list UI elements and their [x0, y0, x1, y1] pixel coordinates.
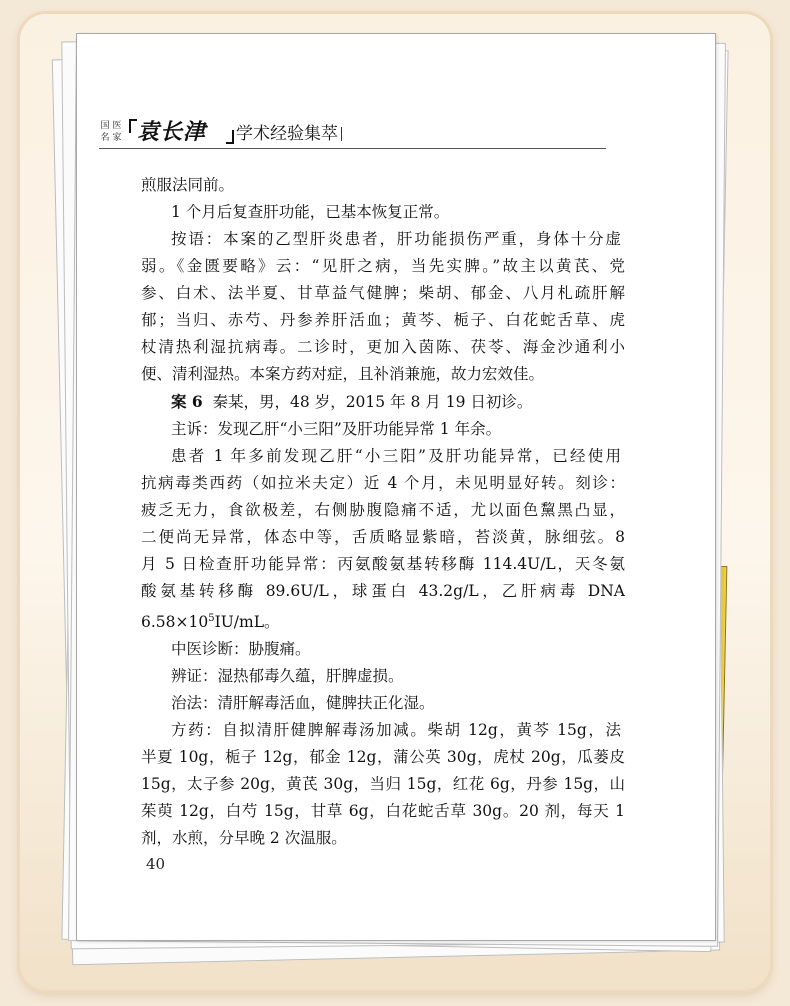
- text-line: 杖清热利湿抗病毒。二诊时，更加入茵陈、茯苓、海金沙通利小: [141, 338, 625, 356]
- case-label: 案 6: [171, 392, 203, 411]
- logo-char: 国: [100, 121, 110, 131]
- logo-char: 医: [112, 121, 122, 131]
- case-heading: [171, 388, 621, 416]
- text-line: 参、白术、法半夏、甘草益气健脾；柴胡、郁金、八月札疏肝解: [141, 284, 625, 302]
- paragraph: [141, 172, 591, 199]
- text-line: 辨证：湿热郁毒久蕴，肝脾虚损。: [171, 667, 404, 686]
- text-line: 便、清利湿热。本案方药对症，且补消兼施，故力宏效佳。: [141, 365, 545, 383]
- logo-char: 家: [112, 133, 122, 143]
- logo-char: 名: [100, 133, 110, 143]
- prescription-paragraph: [141, 717, 625, 852]
- text-line: [141, 605, 625, 636]
- text-line: 二便尚无异常，体态中等，舌质略显紫暗，苔淡黄，脉细弦。8: [141, 528, 625, 546]
- text-line: 煎服法同前。: [141, 176, 235, 194]
- text-line: 弱。《金匮要略》云：“见肝之病，当先实脾。”故主以黄芪、党: [141, 257, 625, 275]
- paragraph: [171, 199, 621, 226]
- text-line: 主诉：发现乙肝“小三阳”及肝功能异常 1 年余。: [171, 420, 502, 438]
- text-line: 半夏 10g，栀子 12g，郁金 12g，蒲公英 30g，虎杖 20g，瓜蒌皮: [141, 748, 625, 767]
- text-line: 抗病毒类西药（如拉米夫定）近 4 个月，未见明显好转。刻诊：: [141, 474, 625, 492]
- case-intro: 秦某，男，48 岁，2015 年 8 月 19 日初诊。: [212, 393, 533, 411]
- text-line: 剂，水煎，分早晚 2 次温服。: [141, 829, 347, 848]
- paragraph: [171, 690, 621, 717]
- page-number: 40: [146, 855, 166, 873]
- text-line: 患者 1 年多前发现乙肝“小三阳”及肝功能异常，已经使用: [171, 447, 621, 465]
- left-corner-bracket: [129, 119, 137, 133]
- paragraph: [171, 663, 621, 690]
- header-separator: [341, 127, 342, 141]
- running-header: [99, 116, 606, 149]
- commentary-paragraph: [141, 226, 625, 388]
- series-logo: [99, 120, 123, 144]
- paragraph: [141, 443, 625, 636]
- text-line: 1 个月后复查肝功能，已基本恢复正常。: [171, 203, 450, 221]
- text-line: 15g，太子参 20g，黄芪 30g，当归 15g，红花 6g，丹参 15g，山: [141, 775, 625, 794]
- header-book-title: 学术经验集萃: [236, 124, 338, 144]
- value-text: 6.58×10: [141, 613, 209, 632]
- paragraph: [171, 636, 621, 663]
- paragraph: [171, 416, 621, 443]
- text-line: 治法：清肝解毒活血，健脾扶正化湿。: [171, 694, 435, 713]
- page-body: [141, 172, 625, 852]
- text-line: 方药：自拟清肝健脾解毒汤加减。柴胡 12g，黄芩 15g，法: [171, 721, 621, 740]
- unit-text: IU/mL。: [214, 613, 280, 632]
- text-line: 疲乏无力，食欲极差，右侧胁腹隐痛不适，尤以面色黧黑凸显，: [141, 501, 625, 519]
- text-line: 郁；当归、赤芍、丹参养肝活血；黄芩、栀子、白花蛇舌草、虎: [141, 311, 625, 329]
- text-line: 茱萸 12g，白芍 15g，甘草 6g，白花蛇舌草 30g。20 剂，每天 1: [141, 802, 625, 821]
- text-line: 中医诊断：胁腹痛。: [171, 640, 311, 659]
- text-line: 按语：本案的乙型肝炎患者，肝功能损伤严重，身体十分虚: [171, 230, 621, 248]
- text-line: 月 5 日检查肝功能异常：丙氨酸氨基转移酶 114.4U/L，天冬氨: [141, 555, 625, 573]
- exponent: 5: [208, 613, 215, 624]
- text-line: 酸氨基转移酶 89.6U/L，球蛋白 43.2g/L，乙肝病毒 DNA: [141, 582, 625, 600]
- right-corner-bracket: [226, 130, 234, 144]
- header-author-name: 袁长津: [137, 119, 207, 145]
